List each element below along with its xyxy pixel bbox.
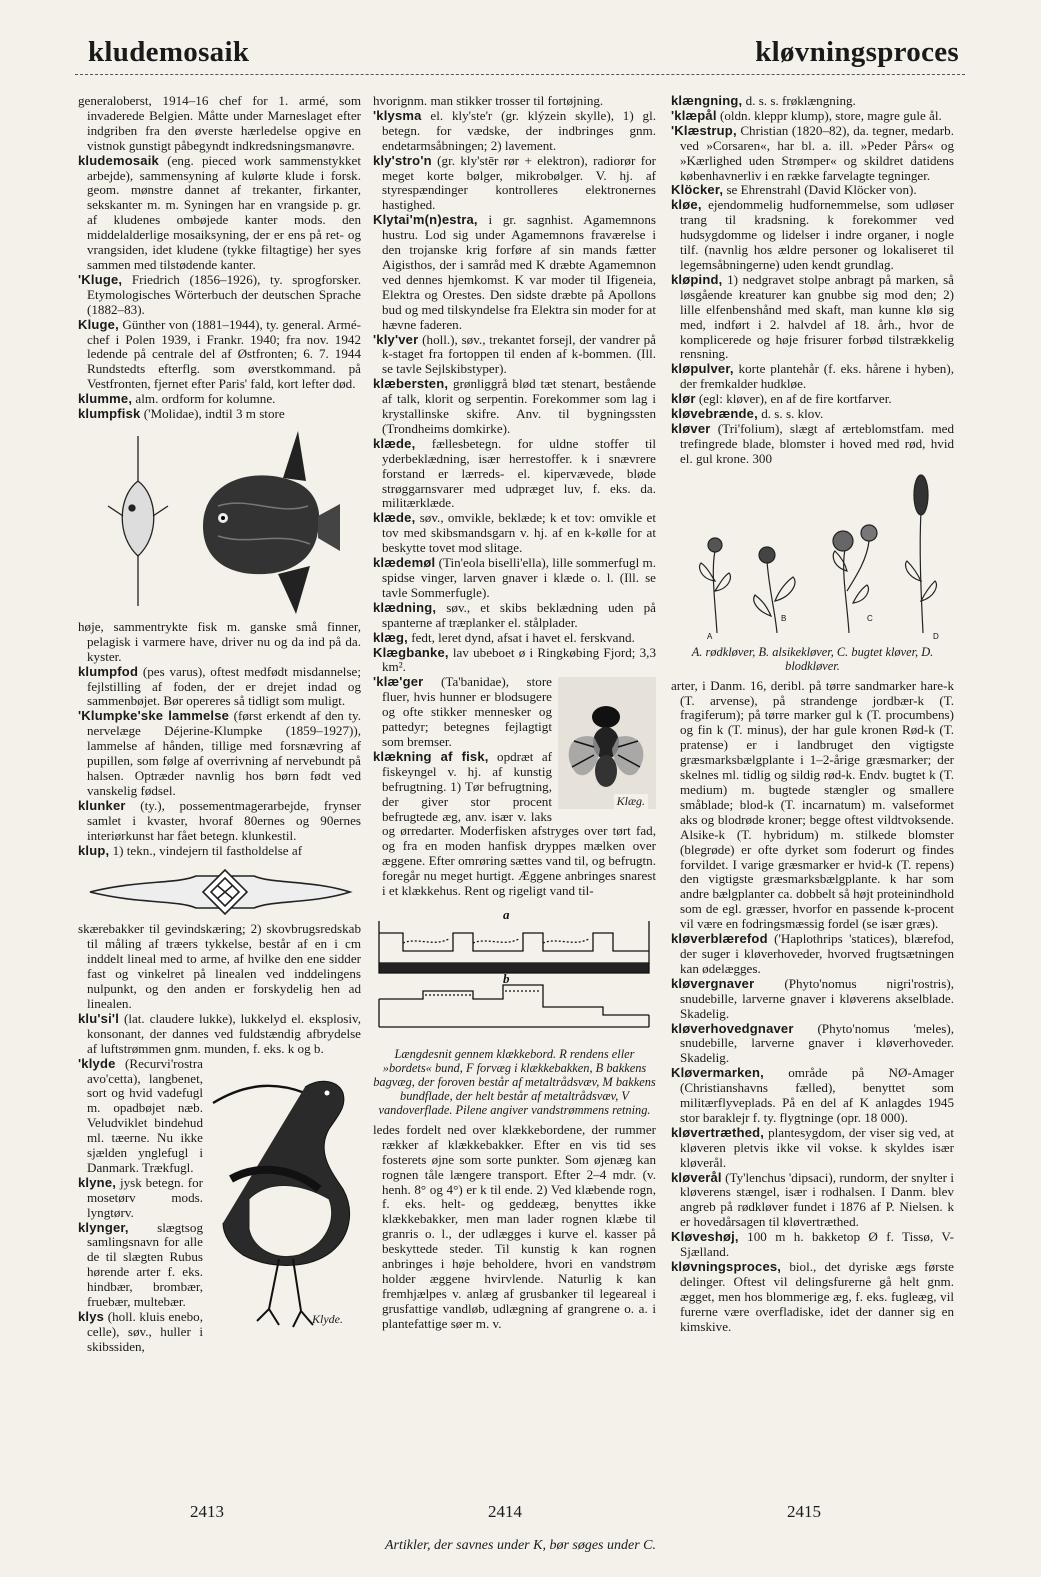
definition: Günther von (1881–1944), ty. general. Armé-chef i Polen 1939, i Frankr. 1940; fra nov. 1942 ledende på centrale del af Østfronten; 6. 7. 1944 Rundstedts efterflg. som øverstkommand. på Vestfronten, fjernet efter Paris' fald, kort lefter død. bbox=[87, 316, 361, 392]
headword: klæde, bbox=[373, 510, 416, 526]
definition: grønliggrå blød tæt stenart, bestående af talk, klorit og serpentin. Forekommer som lag i krystallinske skifre. Anv. til bygningssten (Trondheims domkirke). bbox=[382, 376, 656, 436]
entry-klæbersten bbox=[373, 377, 656, 437]
headword: klæg, bbox=[373, 629, 408, 645]
avocet-caption: Klyde. bbox=[312, 1311, 343, 1326]
headword: klængning, bbox=[671, 93, 743, 108]
entry-klædemøl bbox=[373, 556, 656, 601]
headword: klør bbox=[671, 391, 696, 407]
entry-kløvebrænde bbox=[671, 407, 954, 422]
entry-continuation: arter, i Danm. 16, deribl. på tørre sandmarker hare-k (T. arvense), på strandenge jordbær-k (T. fragiferum); på tørre marker gul k (T. procumbens) og fin k (T. minus), der har gule kronen Rød-k (T. pratense) er i landbruget den vigtigste græsmarksbælgplante i 1–2-årige græsmarker; der skelnes ml. tidlig og sildig rød-k. Endv. bugtet k (T. medium) m. bugtede stængler og smallere småblade; blod-k (T. incarnatum) m. valseformet aks og blodrøde kroner; begge oftest vildtvoksende. Alsike-k (T. hybridum) m. stilkede blomster (blegrøde) er ofte dyrket som foderurt og findes forvildet. I varige græsmarker er hvid-k (T. repens) den vigtigste græsmarksbælgplante. k har som andre bælgplanter ca. dobbelt så højt proteinindhold som de egl. græsser, hvorfor en passende k-procent vil være en fodringsmæssig fordel (se især græs). bbox=[671, 677, 954, 932]
headword: klumme, bbox=[78, 391, 133, 407]
definition: (Ty'lenchus 'dipsaci), rundorm, der snylter i kløverens stængel, især i rodhalsen. I Danm. blev angreb på rødkløver fundet i 1876 af P. Nielsen. k er hovedårsagen til kløvertræthed. bbox=[680, 1169, 954, 1230]
definition: (holl.), søv., trekantet forsejl, der vandrer på k-staget fra fortoppen til enden af k-bommen. (Ill. se tavle Sejlskibstyper). bbox=[382, 331, 656, 377]
running-head-left: kludemosaik bbox=[88, 36, 250, 68]
headword: 'Kluge, bbox=[78, 271, 123, 287]
definition: i gr. sagnhist. Agamemnons hustru. Lod sig under Agamemnons fraværelse i den trojanske krig forføre af sin mands fætter Aigisthos, der i samråd med K dræbte Agamemnon ved dennes hjemkomst. K var moder til Ifigeneia, Elektra og Orestes. Den sidste dræbte på Apollons bud og med tilskyndelse fra Elektra sin moder for at hævne faderen. bbox=[382, 212, 656, 332]
entry-kluge bbox=[78, 318, 361, 393]
headword: 'klyde bbox=[78, 1055, 116, 1071]
clover-B bbox=[754, 547, 795, 633]
entry-kløver bbox=[671, 422, 954, 467]
entry-kløvermarken bbox=[671, 1066, 954, 1126]
definition: (først erkendt af den ty. nervelæge Déjerine-Klumpke (1859–1927)), lammelse af hånden, tillige med forsnævring af pupillen, som følge af overrivning af nervebundt på halsen. Optræder navnlig hos børn født ved vanskelig fødsel. bbox=[87, 708, 361, 798]
definition: opdræt af fiskeyngel v. hj. af kunstig befrugtning. 1) Tør befrugtning, der giver stor procent befrugtede æg, anv. især v. laks og ørredarter. Moderfisken afstryges over tørt fad, og fra en moden hanfisk dryppes mælken over æggene. Efter omrøring sættes vand til, og befrugtn. foregår nu meget hurtigt. Æggene anbringes snarest i et klækkehus. Rent og rigeligt vand til- bbox=[382, 748, 656, 899]
headword: kløverål bbox=[671, 1169, 722, 1185]
definition: (gr. kly'stēr rør + elektron), radiorør for meget korte bølger, mikrobølger. V. hj. af styrespændinger kontrolleres elektronernes hastighed. bbox=[382, 152, 656, 213]
entry-klædning bbox=[373, 601, 656, 631]
entry-kløverål bbox=[671, 1171, 954, 1231]
headword: Kløvermarken, bbox=[671, 1065, 764, 1081]
headword: kløpind, bbox=[671, 271, 723, 287]
entry-kløverhovedgnaver bbox=[671, 1022, 954, 1067]
definition: (Ta'banidae), store fluer, hvis hunner er blodsugere og ofte stikker mennesker og pattedyr; betegnes fejlagtigt som bremser. bbox=[382, 674, 552, 749]
definition: lav ubeboet ø i Ringkøbing Fjord; 3,3 km². bbox=[382, 644, 656, 675]
entry-klumpfod bbox=[78, 665, 361, 710]
definition: (eng. pieced work sammenstykket arbejde), sammensyning af kulørte klude i forsk. geom. mønstre dannet af trekanter, firkanter, sekskanter m. m. Syningen har en vrangside p. gr. af kludenes ombøjede kanter mods. den middelalderlige mosaiksyning, der er ens på ret- og vrangsiden, idet kludene (tykke filtagtige) her syes sammen med tilstødende kanter. bbox=[87, 152, 361, 272]
footer-note: Artikler, der savnes under K, bør søges under C. bbox=[384, 1538, 657, 1553]
running-head-right: kløvningsproces bbox=[755, 36, 959, 68]
header-rule bbox=[75, 74, 965, 75]
headword: klys bbox=[78, 1309, 105, 1324]
headword: kløvertræthed, bbox=[671, 1124, 765, 1140]
definition: (egl: kløver), en af de fire kortfarver. bbox=[695, 391, 892, 407]
entry-continuation: hvorignm. man stikker trosser til fortøjning. bbox=[373, 93, 604, 108]
entry-klæstrup bbox=[671, 124, 954, 184]
definition: Friedrich (1856–1926), ty. sprogforsker. Etymologisches Wörterbuch der deutschen Sprache (1882–83). bbox=[87, 271, 361, 317]
definition: se Ehrenstrahl (David Klöcker von). bbox=[723, 182, 917, 198]
headword: kløe, bbox=[671, 197, 702, 213]
entry-klöcker bbox=[671, 183, 954, 198]
headword: Klöcker, bbox=[671, 182, 724, 198]
headword: Klægbanke, bbox=[373, 644, 449, 660]
definition: biol., det dyriske ægs første delinger. Oftest vil delingsfurerne gå helt gnm. ægget, men hos blommerige æg, f. eks. fugleæg, vil furerne være overfladiske, idet der danner sig en kimskive. bbox=[680, 1259, 954, 1334]
definition: jysk betegn. for mosetørv mods. lyngtørv. bbox=[87, 1174, 203, 1220]
entry-klør bbox=[671, 392, 954, 407]
headword: kløvergnaver bbox=[671, 975, 755, 991]
entry-klængning bbox=[671, 94, 954, 109]
horsefly-caption: Klæg. bbox=[614, 794, 648, 809]
clover-A bbox=[700, 538, 731, 633]
avocet-illustration bbox=[209, 1059, 361, 1331]
entry-continuation: generaloberst, 1914–16 chef for 1. armé, som invaderede Belgien. Måtte under Marneslaget efter indgriben fra den øverste hærledelse opgive en vistnok gunstigt påbegyndt indkredsningsmanøvre. bbox=[78, 93, 361, 153]
entry-klytai-m-n-estra bbox=[373, 213, 656, 332]
entry-klumme bbox=[78, 392, 361, 407]
headword: kløvningsproces, bbox=[671, 1259, 782, 1274]
clover-D bbox=[906, 475, 937, 633]
definition: (Tri'folium), slægt af ærteblomstfam. med trefingrede blade, blomster i hoved med rød, hvid el. gul krone. 300 bbox=[680, 420, 954, 466]
entry-kly-ver bbox=[373, 333, 656, 378]
entry-kløpind bbox=[671, 273, 954, 362]
headword: klæbersten, bbox=[373, 376, 449, 392]
definition: (oldn. kleppr klump), store, magre gule ål. bbox=[716, 107, 942, 123]
clover-label-b: B bbox=[781, 613, 787, 623]
definition: søv., et skibs beklædning uden på spanterne af træplanker el. stålplader. bbox=[382, 599, 656, 630]
definition: korte plantehår (f. eks. hårene i hyben), der fremkalder hudkløe. bbox=[680, 361, 954, 392]
entry-kløvergnaver bbox=[671, 977, 954, 1022]
entry-klumpfisk bbox=[78, 407, 361, 422]
definition: slægtsog samlingsnavn for alle de til slægten Rubus hørende arter f. eks. hindbær, brombær, fruebær, multebær. bbox=[87, 1219, 203, 1310]
definition: el. kly'ste'r (gr. klýzein skylle), 1) gl. betegn. for vædske, der indbringes gnm. endetarmsåbningen; 2) lavement. bbox=[382, 107, 656, 153]
definition: (Recurvi'rostra avo'cetta), langbenet, sort og hvid vadefugl m. opadbøjet næb. Veludviklet bindehud ml. tæerne. Nu ikke sjælden ynglefugl i Danmark. Trækfugl. bbox=[87, 1055, 203, 1175]
definition: ('Haplothrips 'statices), blærefod, der suger i kløverhoveder, hvorved frugtsætningen kan ødelægges. bbox=[680, 931, 954, 976]
entry-klæg bbox=[373, 631, 656, 646]
headword: 'Klæstrup, bbox=[671, 122, 737, 138]
headword: klup, bbox=[78, 842, 110, 858]
headword: Kløveshøj, bbox=[671, 1229, 739, 1245]
column-3 bbox=[671, 94, 954, 1335]
hatching-table-diagram bbox=[373, 903, 656, 1043]
entry-klu-si-l bbox=[78, 1012, 361, 1057]
definition: søv., omvikle, beklæde; k et tov: omvikle et tov med skibsmandsgarn v. hj. af en k-kølle for at beskytte tovet mod slitage. bbox=[382, 510, 656, 556]
definition: (ty.), possementmagerarbejde, frynser samlet i kvaster, hvoraf 80ernes og 90ernes interiørkunst har fået betegn. klunkestil. bbox=[87, 797, 361, 843]
headword: kløvebrænde, bbox=[671, 406, 758, 422]
entry-continuation: skærebakker til gevindskæring; 2) skovbrugsredskab til måling af træers tykkelse, består af en i cm inddelt lineal med to arme, af hvilke den ene sidder fast og vinkelret på linealen ved inddelingens nulpunkt, og den anden er forskydelig hen ad linealen. bbox=[78, 921, 361, 1011]
definition: (pes varus), oftest medfødt misdannelse; fejlstilling af foden, der er drejet indad og sammenbøjet. Bør opereres så tidligt som muligt. bbox=[87, 663, 361, 709]
definition: (Phyto'nomus nigri'rostris), snudebille, larverne gnaver i kløverens akselblade. Skadelig. bbox=[680, 975, 954, 1021]
headword: 'klæpål bbox=[671, 107, 717, 123]
hatch-label-a: a bbox=[503, 906, 510, 922]
column-2 bbox=[373, 94, 656, 1332]
entry-kløverblærefod bbox=[671, 932, 954, 977]
headword: kløver bbox=[671, 420, 711, 436]
entry-klup bbox=[78, 844, 361, 859]
sunfish-illustration bbox=[78, 426, 361, 616]
headword: klumpfod bbox=[78, 663, 139, 679]
headword: klyne, bbox=[78, 1174, 117, 1190]
entry-kløvningsproces bbox=[671, 1260, 954, 1335]
headword: Kluge, bbox=[78, 316, 119, 332]
headword: klædning, bbox=[373, 599, 437, 615]
definition: område på NØ-Amager (Christianshavns fælled), benyttet som militærflyveplads. På en del af K anlagdes 1945 stor baraklejr f. ty. flygtninge (opr. 18 000). bbox=[680, 1065, 954, 1125]
page-number-2413: 2413 bbox=[190, 1502, 224, 1521]
definition: (lat. claudere lukke), lukkelyd el. eksplosiv, konsonant, der dannes ved fuldstændig afbrydelse af luftstrømmen gnm. munden, f. eks. k og b. bbox=[87, 1010, 361, 1056]
headword: 'Klumpke'ske lammelse bbox=[78, 708, 230, 724]
definition: ejendommelig hudfornemmelse, som udløser trang til kradsning. k forekommer ved hudsygdomme og lidelser i indre organer, i nogle tilf. (navnlig hos ældre personer og lokaliseret til legemsåbningerne) uden kendt grundlag. bbox=[680, 197, 954, 272]
headword: 'kly'ver bbox=[373, 331, 419, 347]
horsefly-illustration bbox=[558, 677, 656, 809]
headword: kludemosaik bbox=[78, 152, 159, 168]
page-number-2414: 2414 bbox=[488, 1502, 522, 1521]
headword: klækning af fisk, bbox=[373, 748, 489, 764]
headword: klunker bbox=[78, 797, 126, 813]
entry-klumpke-ske-lammelse bbox=[78, 709, 361, 798]
definition: ('Molidae), indtil 3 m store bbox=[140, 406, 285, 422]
entry-klæde bbox=[373, 437, 656, 512]
entry-klægbanke bbox=[373, 646, 656, 676]
definition: 1) nedgravet stolpe anbragt på marken, så løsgående kreaturer kan gnubbe sig mod den; 2) lille elfenbenshånd med skaft, man kunne klø sig med, indført i 2. halvdel af 18. årh., hvor de komplicerede og høje frisurer forbød tilstrækkelig rensning. bbox=[680, 271, 954, 362]
entry-kløvertræthed bbox=[671, 1126, 954, 1171]
headword: Klytai'm(n)estra, bbox=[373, 212, 478, 228]
entry-kløe bbox=[671, 198, 954, 273]
headword: kløverblærefod bbox=[671, 931, 768, 947]
entry-klæpål bbox=[671, 109, 954, 124]
definition: plantesygdom, der viser sig ved, at kløveren pletvis ikke vil vokse. k skyldes især kløverål. bbox=[680, 1124, 954, 1170]
hatching-caption: Længdesnit gennem klækkebord. R rendens eller »bordets« bund, F forvæg i klækkebakken, B bakkens bagvæg, der foroven består af metaltrådsvæv, M bakkens bundflade, der helt består af metaltrådsvæv, V vandoverflade. Pilene angiver vandstrømmens retning. bbox=[373, 1046, 656, 1117]
definition: (Tin'eola biselli'ella), lille sommerfugl m. spidse vinger, larven gnaver i klæde o. l. (Ill. se tavle Sommerfugle). bbox=[382, 555, 656, 600]
headword: kly'stro'n bbox=[373, 152, 432, 168]
definition: d. s. s. klov. bbox=[757, 406, 824, 422]
definition: d. s. s. frøklængning. bbox=[742, 93, 856, 108]
hatch-label-b: b bbox=[503, 970, 510, 986]
definition: 1) tekn., vindejern til fastholdelse af bbox=[109, 842, 303, 858]
entry-klysma bbox=[373, 109, 656, 154]
clover-caption: A. rødkløver, B. alsikekløver, C. bugtet kløver, D. blodkløver. bbox=[691, 644, 934, 673]
page-number-2415: 2415 bbox=[787, 1502, 821, 1521]
headword: kløverhovedgnaver bbox=[671, 1020, 794, 1036]
sunfish-side-view bbox=[203, 431, 340, 614]
entry-kludemosaik bbox=[78, 154, 361, 273]
entry-kly-stro-n bbox=[373, 154, 656, 214]
entry-continuation: høje, sammentrykte fisk m. ganske små finner, pelagisk i varmere have, driver nu og da ind på da. kyster. bbox=[78, 618, 361, 664]
headword: klædemøl bbox=[373, 555, 436, 571]
column-1 bbox=[78, 94, 361, 1355]
entry-kløveshøj bbox=[671, 1230, 954, 1260]
clover-illustration bbox=[671, 471, 954, 641]
headword: 'klysma bbox=[373, 107, 422, 123]
definition: fællesbetegn. for uldne stoffer til yderbeklædning, især herrestoffer. k i snævrere forstand er lærreds- el. kipervævede, bløde strøggarnsvarer med udpræget luv, f. eks. da. militærklæde. bbox=[382, 435, 656, 511]
headword: klu'si'l bbox=[78, 1010, 120, 1026]
definition: 100 m h. bakketop Ø f. Tissø, V-Sjælland. bbox=[680, 1229, 954, 1260]
clover-label-d: D bbox=[933, 631, 939, 641]
headword: kløpulver, bbox=[671, 361, 734, 377]
klup-tool-illustration bbox=[78, 862, 361, 918]
entry-continuation: ledes fordelt ned over klækkebordene, der rummer rækker af klækkebakker. Efter en vis tid ses fosterets øjne som sorte punkter. Som øjenæg kan rognen tåle længere transport. Efter 2–4 mdr. (v. henh. 8° og 4°) er k til ende. 2) Ved klæbende rogn, f. eks. helt- og geddeæg, benyttes ikke klækkebakker, men man lader rognen klæbe til granris o. l., der udlægges i kurve el. kasser på beskyttede steder. Til kunstig k kan rognen anbringes i høje beholdere, hvori en vandstrøm holder æggene hvirvlende. Naturlig k kan fremhjælpes v. anlæg af grusbanker til legeareal i grusfattige vandløb, udlægning af grangrene o. a. i plantefattige søer m. v. bbox=[373, 1121, 656, 1331]
headword: klynger, bbox=[78, 1219, 129, 1235]
headword: klumpfisk bbox=[78, 406, 141, 422]
headword: 'klæ'ger bbox=[373, 674, 424, 690]
definition: fedt, leret dynd, afsat i havet el. ferskvand. bbox=[407, 629, 635, 645]
entry-klæde bbox=[373, 511, 656, 556]
definition: alm. ordform for kolumne. bbox=[132, 391, 276, 407]
definition: (holl. kluis enebo, celle), søv., huller i skibssiden, bbox=[87, 1309, 203, 1354]
clover-label-a: A bbox=[707, 631, 713, 641]
definition: Christian (1820–82), da. tegner, medarb. ved »Corsaren«, har bl. a. ill. »Peder Pårs« og »Kærlighed uden Strømper« og skildret datidens københavnerliv i en række farvelagte tegninger. bbox=[680, 122, 954, 183]
entry-kløpulver bbox=[671, 362, 954, 392]
entry-klunker bbox=[78, 799, 361, 844]
headword: klæde, bbox=[373, 435, 416, 451]
clover-label-c: C bbox=[867, 613, 873, 623]
sunfish-front-view bbox=[108, 436, 168, 606]
entry-kluge bbox=[78, 273, 361, 318]
definition: (Phyto'nomus 'meles), snudebille, larverne gnaver i kløverhoveder. Skadelig. bbox=[680, 1020, 954, 1066]
